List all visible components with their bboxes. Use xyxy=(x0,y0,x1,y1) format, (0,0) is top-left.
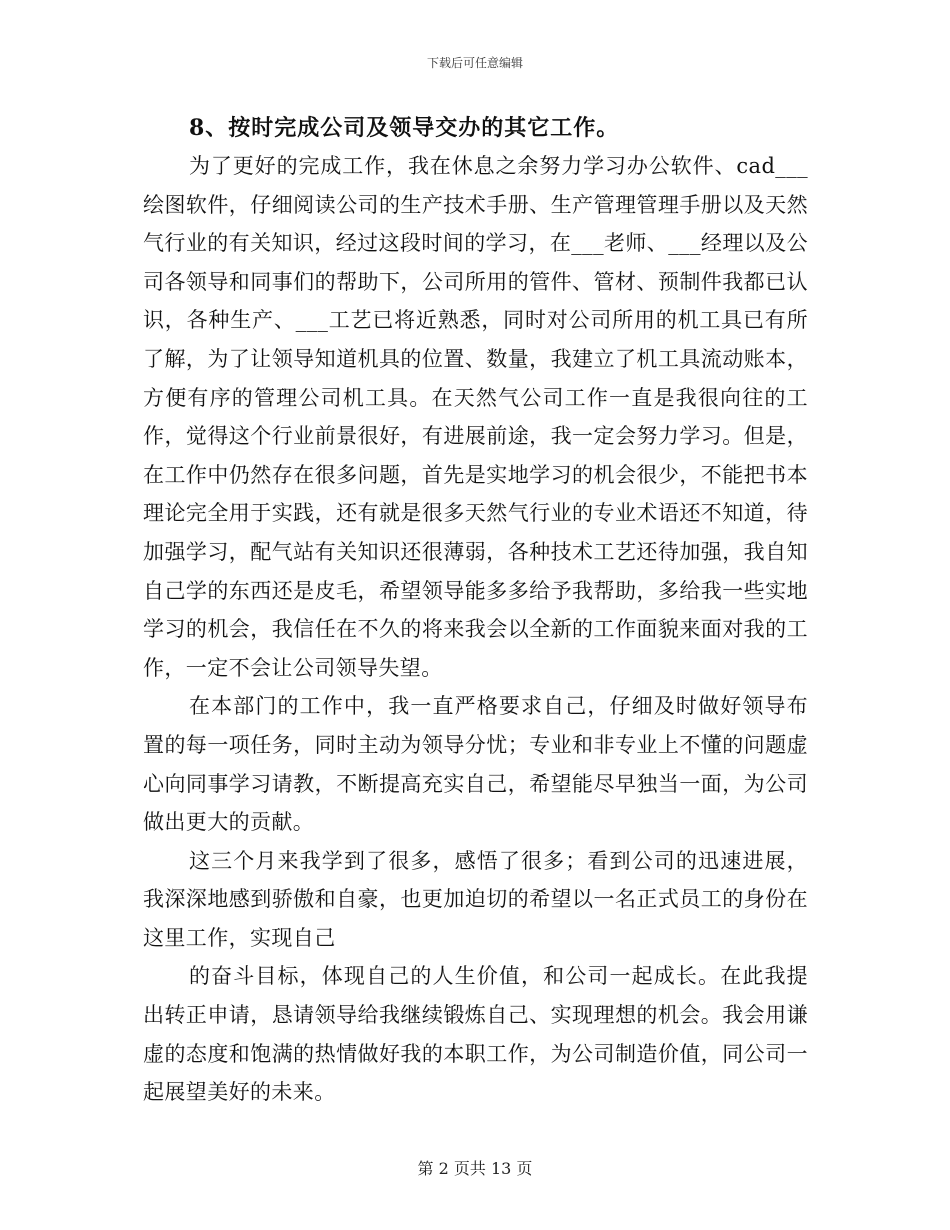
page-header-note: 下载后可任意编辑 xyxy=(426,56,523,70)
paragraph-study: 为了更好的完成工作，我在休息之余努力学习办公软件、cad___绘图软件，仔细阅读公司的生产技术手册、生产管理管理手册以及天然气行业的有关知识，经过这段时间的学习，在___老师、___经理以及公司各领导和同事们的帮助下，公司所用的管件、管材、预制件我都已认识，各种生产、___工艺已将近熟悉，同时对公司所用的机工具已有所了解，为了让领导知道机具的位置、数量，我建立了机工具流动账本，方便有序的管理公司机工具。在天然气公司工作一直是我很向往的工作，觉得这个行业前景很好，有进展前途，我一定会努力学习。但是，在工作中仍然存在很多问题，首先是实地学习的机会很少，不能把书本理论完全用于实践，还有就是很多天然气行业的专业术语还不知道，待加强学习，配气站有关知识还很薄弱，各种技术工艺还待加强，我自知自己学的东西还是皮毛，希望领导能多多给予我帮助，多给我一些实地学习的机会，我信任在不久的将来我会以全新的工作面貌来面对我的工作，一定不会让公司领导失望。 xyxy=(143,154,808,680)
section-heading: 8、按时完成公司及领导交办的其它工作。 xyxy=(189,115,620,141)
paragraph-application: 的奋斗目标，体现自己的人生价值，和公司一起成长。在此我提出转正申请，恳请领导给我继续锻炼自己、实现理想的机会。我会用谦虚的态度和饱满的热情做好我的本职工作，为公司制造价值，同公司一起展望美好的未来。 xyxy=(143,964,808,1105)
paragraph-department: 在本部门的工作中，我一直严格要求自己，仔细及时做好领导布置的每一项任务，同时主动为领导分忧；专业和非专业上不懂的问题虚心向同事学习请教，不断提高充实自己，希望能尽早独当一面，为公司做出更大的贡献。 xyxy=(143,694,808,835)
paragraph-reflection: 这三个月来我学到了很多，感悟了很多；看到公司的迅速进展，我深深地感到骄傲和自豪，也更加迫切的希望以一名正式员工的身份在这里工作，实现自己 xyxy=(143,848,808,950)
document-body xyxy=(143,110,808,1112)
page-number: 第 2 页共 13 页 xyxy=(417,1159,533,1178)
